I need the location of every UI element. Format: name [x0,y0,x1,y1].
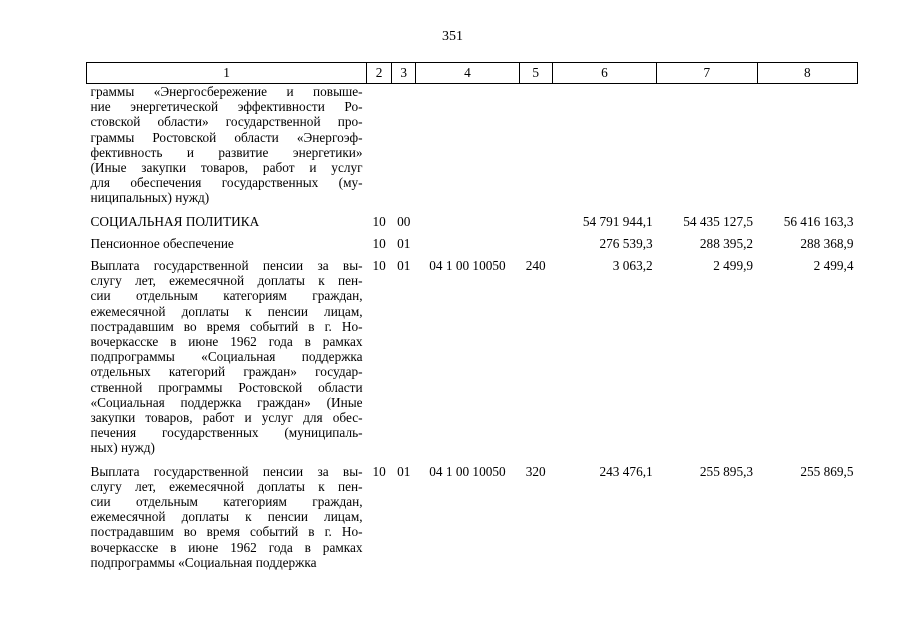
description-line: подпрограммы «Социальная поддержка [90,349,363,365]
description-line: вочеркасске в июне 1962 года в рамках [90,334,363,350]
description-line: ежемесячной доплаты к пенсии лицам, [90,509,363,525]
description-line: слугу лет, ежемесячной доплаты к пен- [90,273,363,289]
amount-year-3: 56 416 163,3 [783,213,854,229]
amount-year-1: 3 063,2 [612,258,653,274]
description-line: ежемесячной доплаты к пенсии лицам, [90,303,363,319]
description-line: закупки товаров, работ и услуг для обес- [90,410,363,426]
column-header-5: 5 [519,63,552,84]
row-description [87,229,367,251]
subsection-code: 01 [397,235,411,251]
amount-year-2: 2 499,9 [713,258,754,274]
target-article-code [416,206,519,229]
amount-year-1: 54 791 944,1 [582,213,653,229]
expense-type-code [519,84,552,206]
section-code: 10 [372,213,386,229]
amount-year-2 [657,84,757,206]
table-row [87,229,858,251]
description-line: граммы Ростовской области «Энергоэф- [90,129,363,145]
description-line: Выплата государственной пенсии за вы- [90,463,363,479]
amount-year-3: 255 869,5 [800,463,854,479]
column-header-6: 6 [552,63,656,84]
description-line: подпрограммы «Социальная поддержка [90,554,317,570]
description-line: фективность и развитие энергетики» [90,144,363,160]
description-line: ственной программы Ростовской области [90,379,363,395]
description-line: (Иные закупки товаров, работ и услуг [90,160,363,176]
column-header-4: 4 [416,63,519,84]
subsection-code [392,84,416,206]
table-header-row [87,63,858,84]
table-row [87,206,858,229]
amount-year-2: 255 895,3 [699,463,754,479]
subsection-code: 01 [397,258,411,274]
page-number: 351 [442,29,463,44]
description-line: для обеспечения государственных (му- [90,175,363,191]
table-row [87,251,858,456]
target-article-code: 04 1 00 10050 [429,258,506,274]
description-line: сии отдельным категориям граждан, [90,288,363,304]
amount-year-2: 288 395,2 [699,235,754,251]
table-row [87,84,858,206]
row-description [87,84,367,206]
amount-year-1 [552,84,656,206]
description-line: ние энергетической эффективности Ро- [90,99,363,115]
budget-table [86,62,858,570]
section-code: 10 [372,258,386,274]
description-line: сии отдельным категориям граждан, [90,494,363,510]
column-header-7: 7 [657,63,757,84]
description-line: вочеркасске в июне 1962 года в рамках [90,539,363,555]
target-article-code: 04 1 00 10050 [429,463,506,479]
description-line: «Социальная поддержка граждан» (Иные [90,394,363,410]
expense-type-code [519,229,552,251]
section-code: 10 [372,463,386,479]
description-line: пострадавшим во время событий в г. Но- [90,524,363,540]
subsection-code: 01 [397,463,411,479]
description-line: слугу лет, ежемесячной доплаты к пен- [90,478,363,494]
section-code [367,84,392,206]
column-header-2: 2 [367,63,392,84]
amount-year-3 [757,84,857,206]
column-header-3: 3 [392,63,416,84]
description-line: ных) нужд) [90,440,155,456]
table-row [87,456,858,570]
expense-type-code: 320 [525,463,546,479]
row-description [87,206,367,229]
section-code: 10 [372,235,386,251]
subsection-code: 00 [397,213,411,229]
target-article-code [416,84,519,206]
description-line: Выплата государственной пенсии за вы- [90,258,363,274]
column-header-8: 8 [757,63,857,84]
row-description [87,251,367,456]
description-line: СОЦИАЛЬНАЯ ПОЛИТИКА [90,213,260,229]
description-line: отдельных категорий граждан» государ- [90,364,363,380]
amount-year-3: 288 368,9 [800,235,854,251]
description-line: печения государственных (муниципаль- [90,425,363,441]
amount-year-3: 2 499,4 [813,258,854,274]
description-line: граммы «Энергосбережение и повыше- [90,84,363,99]
description-line: ниципальных) нужд) [90,190,210,206]
target-article-code [416,229,519,251]
expense-type-code: 240 [525,258,546,274]
column-header-1: 1 [87,63,367,84]
amount-year-1: 243 476,1 [599,463,653,479]
description-line: Пенсионное обеспечение [90,235,234,251]
row-description [87,456,367,570]
description-line: пострадавшим во время событий в г. Но- [90,318,363,334]
description-line: стовской области» государственной про- [90,114,363,130]
amount-year-2: 54 435 127,5 [683,213,754,229]
expense-type-code [519,206,552,229]
amount-year-1: 276 539,3 [599,235,653,251]
